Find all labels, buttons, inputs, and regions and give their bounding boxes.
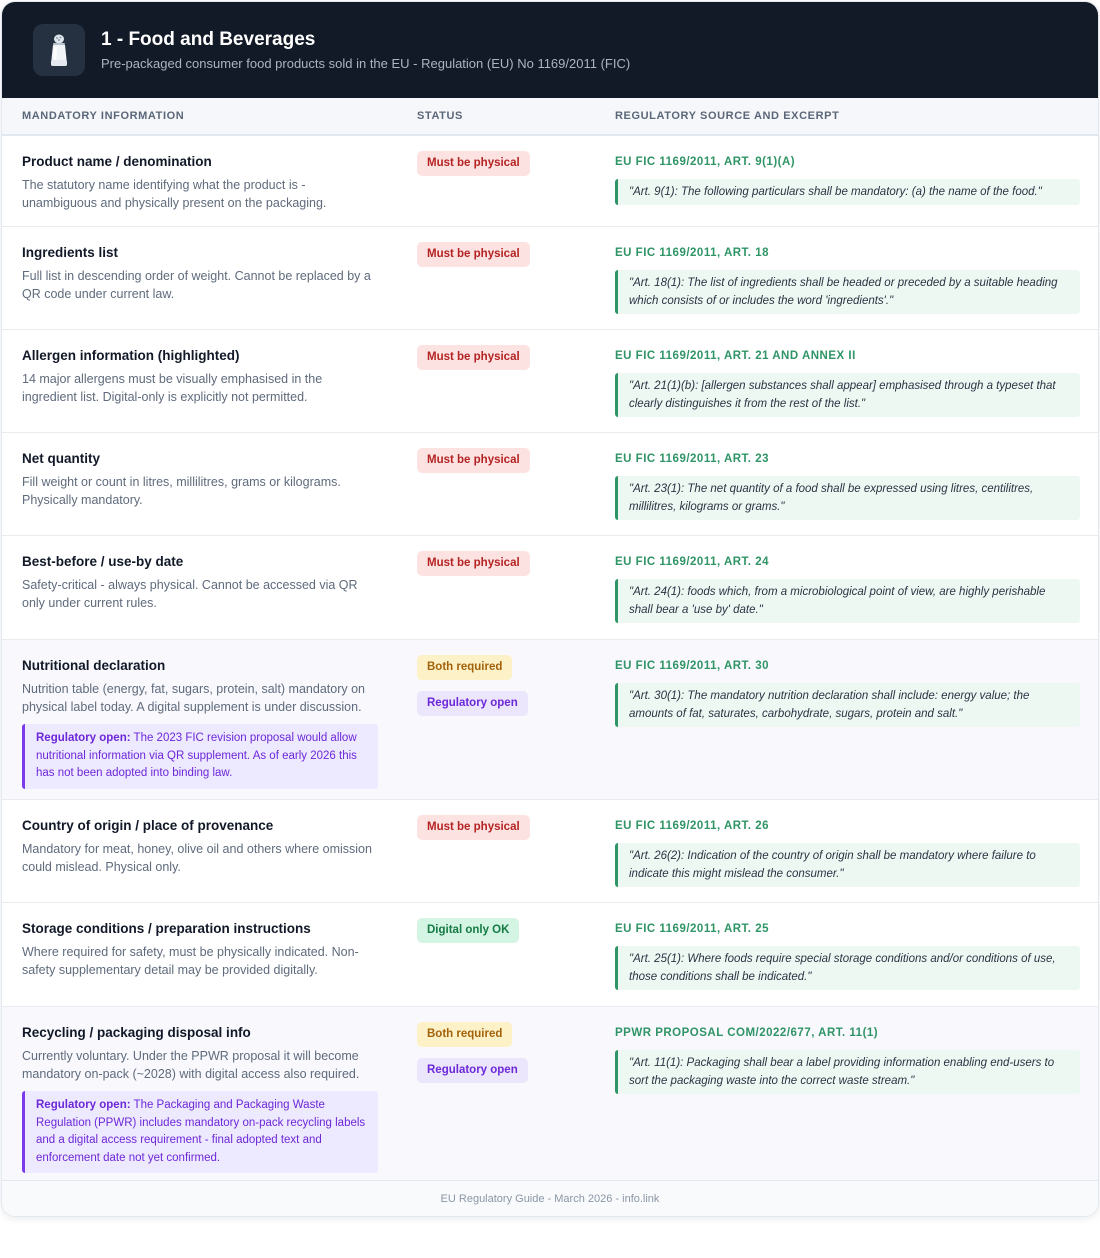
status-badge: Regulatory open bbox=[417, 1058, 528, 1083]
row-description: The statutory name identifying what the product is - unambiguous and physically present on the packaging. bbox=[22, 178, 327, 210]
row-title: Ingredients list bbox=[22, 245, 119, 260]
status-cell bbox=[417, 345, 597, 370]
row-title: Recycling / packaging disposal info bbox=[22, 1025, 251, 1040]
source-cell bbox=[615, 820, 1080, 887]
regulatory-excerpt: "Art. 30(1): The mandatory nutrition declaration shall include: energy value; the amounts of fat, saturates, carbohydrate, sugars, protein and salt." bbox=[615, 683, 1080, 727]
info-cell bbox=[22, 921, 378, 979]
table-row bbox=[2, 800, 1098, 903]
info-cell bbox=[22, 658, 378, 789]
row-description: Currently voluntary. Under the PPWR proposal it will become mandatory on-pack (~2028) with digital access also required. bbox=[22, 1049, 360, 1081]
status-cell bbox=[417, 655, 597, 716]
regulatory-card bbox=[1, 1, 1099, 1217]
status-cell bbox=[417, 448, 597, 473]
row-title: Net quantity bbox=[22, 451, 101, 466]
regulatory-excerpt: "Art. 9(1): The following particulars shall be mandatory: (a) the name of the food." bbox=[615, 179, 1080, 205]
regulatory-source: EU FIC 1169/2011, ART. 23 bbox=[615, 453, 769, 465]
row-description: Where required for safety, must be physically indicated. Non-safety supplementary detail may be provided digitally. bbox=[22, 945, 359, 977]
page-title: 1 - Food and Beverages bbox=[101, 29, 316, 50]
regulatory-source: EU FIC 1169/2011, ART. 21 AND ANNEX II bbox=[615, 350, 856, 362]
status-cell bbox=[417, 151, 597, 176]
column-header-source: REGULATORY SOURCE AND EXCERPT bbox=[615, 110, 840, 122]
info-cell bbox=[22, 245, 378, 303]
row-description: 14 major allergens must be visually emphasised in the ingredient list. Digital-only is explicitly not permitted. bbox=[22, 372, 323, 404]
note-label: Regulatory open: bbox=[36, 1099, 131, 1111]
regulatory-excerpt: "Art. 24(1): foods which, from a microbiological point of view, are highly perishable shall bear a 'use by' date." bbox=[615, 579, 1080, 623]
footer: EU Regulatory Guide - March 2026 - info.link bbox=[2, 1180, 1098, 1216]
regulatory-source: EU FIC 1169/2011, ART. 18 bbox=[615, 247, 769, 259]
regulatory-source: EU FIC 1169/2011, ART. 30 bbox=[615, 660, 769, 672]
note-text: The Packaging and Packaging Waste Regulation (PPWR) includes mandatory on-pack recycling labels and a digital access requirement - final adopted text and enforcement date not yet confirmed. bbox=[36, 1099, 366, 1164]
status-cell bbox=[417, 1022, 597, 1083]
regulatory-excerpt: "Art. 23(1): The net quantity of a food shall be expressed using litres, centilitres, millilitres, kilograms or grams." bbox=[615, 476, 1080, 520]
note-label: Regulatory open: bbox=[36, 732, 131, 744]
row-description: Safety-critical - always physical. Cannot be accessed via QR only under current rules. bbox=[22, 578, 358, 610]
regulatory-source: EU FIC 1169/2011, ART. 25 bbox=[615, 923, 769, 935]
note-text: The 2023 FIC revision proposal would allow nutritional information via QR supplement. As of early 2026 this has not been adopted into binding law. bbox=[36, 732, 357, 779]
table-row bbox=[2, 227, 1098, 330]
card-header bbox=[2, 2, 1098, 98]
table-row bbox=[2, 136, 1098, 227]
source-cell bbox=[615, 1027, 1080, 1094]
info-cell bbox=[22, 1025, 378, 1173]
row-description: Full list in descending order of weight. Cannot be replaced by a QR code under current law. bbox=[22, 269, 371, 301]
page-subtitle: Pre-packaged consumer food products sold in the EU - Regulation (EU) No 1169/2011 (FIC) bbox=[101, 56, 631, 71]
table-body bbox=[2, 136, 1098, 1185]
info-cell bbox=[22, 451, 378, 509]
regulatory-excerpt: "Art. 26(2): Indication of the country of origin shall be mandatory where failure to indicate this might mislead the consumer." bbox=[615, 843, 1080, 887]
row-title: Nutritional declaration bbox=[22, 658, 166, 673]
column-header-information: MANDATORY INFORMATION bbox=[22, 110, 185, 122]
regulatory-excerpt: "Art. 21(1)(b): [allergen substances shall appear] emphasised through a typeset that clearly distinguishes it from the rest of the list." bbox=[615, 373, 1080, 417]
regulatory-source: EU FIC 1169/2011, ART. 26 bbox=[615, 820, 769, 832]
status-badge: Must be physical bbox=[417, 242, 530, 267]
regulatory-excerpt: "Art. 25(1): Where foods require special storage conditions and/or conditions of use, those conditions shall be indicated." bbox=[615, 946, 1080, 990]
source-cell bbox=[615, 556, 1080, 623]
info-cell bbox=[22, 348, 378, 406]
regulatory-excerpt: "Art. 18(1): The list of ingredients shall be headed or preceded by a suitable heading which consists of or includes the word 'ingredients'." bbox=[615, 270, 1080, 314]
row-description: Nutrition table (energy, fat, sugars, protein, salt) mandatory on physical label today. A digital supplement is under discussion. bbox=[22, 682, 365, 714]
source-cell bbox=[615, 247, 1080, 314]
source-cell bbox=[615, 453, 1080, 520]
regulatory-source: EU FIC 1169/2011, ART. 24 bbox=[615, 556, 769, 568]
status-badge: Must be physical bbox=[417, 448, 530, 473]
status-badge: Both required bbox=[417, 1022, 512, 1047]
status-cell bbox=[417, 242, 597, 267]
table-header bbox=[2, 98, 1098, 136]
table-row bbox=[2, 640, 1098, 800]
status-badge: Regulatory open bbox=[417, 691, 528, 716]
status-badge: Digital only OK bbox=[417, 918, 519, 943]
regulatory-open-note bbox=[22, 1091, 378, 1173]
table-row bbox=[2, 330, 1098, 433]
table-row bbox=[2, 1007, 1098, 1185]
row-description: Fill weight or count in litres, millilitres, grams or kilograms. Physically mandatory. bbox=[22, 475, 341, 507]
status-badge: Both required bbox=[417, 655, 512, 680]
source-cell bbox=[615, 350, 1080, 417]
status-badge: Must be physical bbox=[417, 551, 530, 576]
row-title: Storage conditions / preparation instructions bbox=[22, 921, 311, 936]
salt-shaker-icon bbox=[33, 24, 85, 76]
status-badge: Must be physical bbox=[417, 815, 530, 840]
source-cell bbox=[615, 156, 1080, 205]
regulatory-open-note bbox=[22, 724, 378, 789]
status-cell bbox=[417, 551, 597, 576]
regulatory-excerpt: "Art. 11(1): Packaging shall bear a label providing information enabling end-users to sort the packaging waste into the correct waste stream." bbox=[615, 1050, 1080, 1094]
row-title: Product name / denomination bbox=[22, 154, 212, 169]
status-badge: Must be physical bbox=[417, 345, 530, 370]
table-row bbox=[2, 903, 1098, 1007]
status-cell bbox=[417, 918, 597, 943]
source-cell bbox=[615, 660, 1080, 727]
status-cell bbox=[417, 815, 597, 840]
regulatory-source: PPWR PROPOSAL COM/2022/677, ART. 11(1) bbox=[615, 1027, 879, 1039]
table-row bbox=[2, 433, 1098, 536]
info-cell bbox=[22, 554, 378, 612]
source-cell bbox=[615, 923, 1080, 990]
row-title: Best-before / use-by date bbox=[22, 554, 184, 569]
row-description: Mandatory for meat, honey, olive oil and others where omission could mislead. Physical only. bbox=[22, 842, 372, 874]
status-badge: Must be physical bbox=[417, 151, 530, 176]
info-cell bbox=[22, 154, 378, 212]
info-cell bbox=[22, 818, 378, 876]
row-title: Allergen information (highlighted) bbox=[22, 348, 240, 363]
regulatory-source: EU FIC 1169/2011, ART. 9(1)(A) bbox=[615, 156, 796, 168]
table-row bbox=[2, 536, 1098, 640]
column-header-status: STATUS bbox=[417, 110, 463, 122]
row-title: Country of origin / place of provenance bbox=[22, 818, 274, 833]
